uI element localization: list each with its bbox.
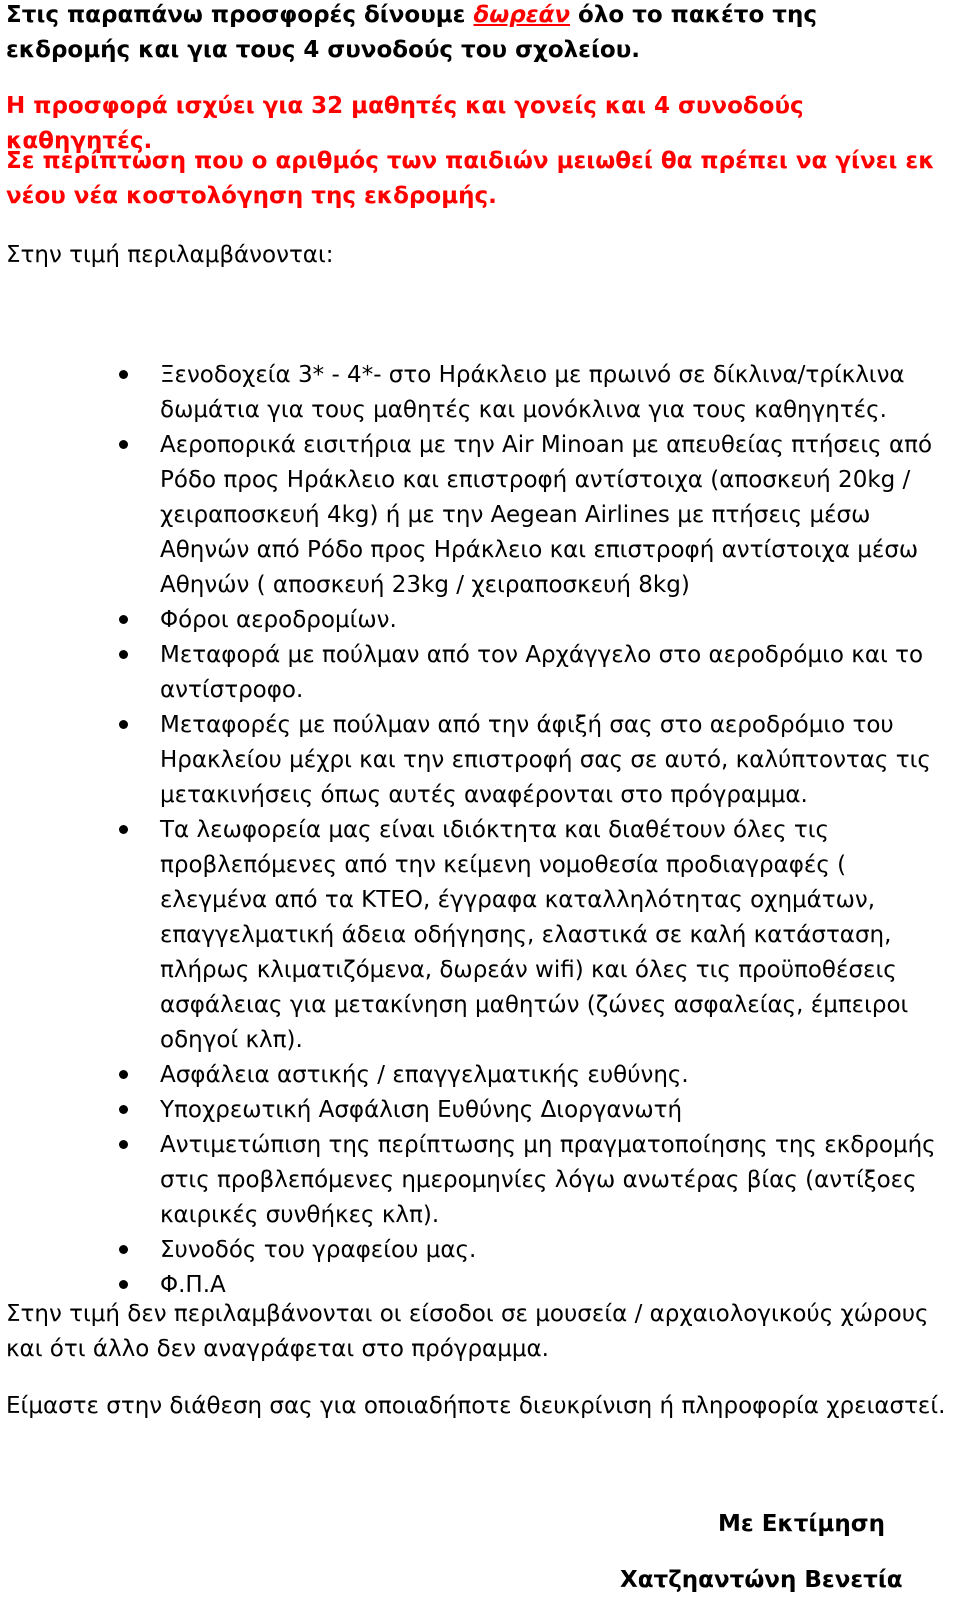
intro-text-end: όλο το πακέτο της εκδρομής και για τους 4 συνοδούς του σχολείου. — [6, 2, 826, 63]
free-highlight: δωρεάν — [473, 2, 571, 28]
list-item-text: Φόροι αεροδρομίων. — [160, 607, 397, 633]
bullet-icon — [119, 825, 128, 834]
list-item — [0, 1093, 960, 1128]
list-item — [0, 1128, 960, 1233]
signature-name: Χατζηαντώνη Βενετία — [620, 1567, 903, 1593]
list-item — [0, 813, 960, 1058]
bullet-icon — [119, 1245, 128, 1254]
cost-note-text: Σε περίπτωση που ο αριθμός των παιδιών μειωθεί θα πρέπει να γίνει εκ νέου νέα κοστολόγηση της εκδρομής. — [6, 148, 943, 209]
list-item-text: Ασφάλεια αστικής / επαγγελματικής ευθύνης. — [160, 1062, 689, 1088]
bullet-icon — [119, 370, 128, 379]
list-item-text: Συνοδός του γραφείου μας. — [160, 1237, 477, 1263]
list-item — [0, 708, 960, 813]
availability-text: Είμαστε στην διάθεση σας για οποιαδήποτε διευκρίνιση ή πληροφορία χρειαστεί. — [6, 1393, 946, 1419]
bullet-icon — [119, 1105, 128, 1114]
list-item — [0, 603, 960, 638]
included-list — [0, 358, 960, 1303]
intro-paragraph — [6, 0, 946, 68]
list-item-text: Φ.Π.Α — [160, 1272, 226, 1298]
list-item-text: Ξενοδοχεία 3* - 4*- στο Ηράκλειο με πρωινό σε δίκλινα/τρίκλινα δωμάτια για τους μαθητές και μονόκλινα για τους καθηγητές. — [160, 362, 905, 423]
bullet-icon — [119, 615, 128, 624]
list-item-text: Υποχρεωτική Ασφάλιση Ευθύνης Διοργανωτή — [160, 1097, 683, 1123]
list-item-text: Μεταφορές με πούλμαν από την άφιξή σας στο αεροδρόμιο του Ηρακλείου μέχρι και την επιστροφή σας σε αυτό, καλύπτοντας τις μετακινήσεις όπως αυτές αναφέρονται στο πρόγραμμα. — [160, 712, 931, 808]
list-item — [0, 638, 960, 708]
list-item-text: Μεταφορά με πούλμαν από τον Αρχάγγελο στο αεροδρόμιο και το αντίστροφο. — [160, 642, 924, 703]
list-item-text: Αντιμετώπιση της περίπτωσης μη πραγματοποίησης της εκδρομής στις προβλεπόμενες ημερομηνίες λόγω ανωτέρας βίας (αντίξοες καιρικές συνθήκες κλπ). — [160, 1132, 936, 1228]
list-item-text: Αεροπορικά εισιτήρια με την Air Minoan με απευθείας πτήσεις από Ρόδο προς Ηράκλειο και επιστροφή αντίστοιχα (αποσκευή 20kg / χειραποσκευή 4kg) ή με την Aegean Airlines με πτήσεις μέσω Αθηνών από Ρόδο προς Ηράκλειο και επιστροφή αντίστοιχα μέσω Αθηνών ( αποσκευή 23kg / χειραποσκευή 8kg) — [160, 432, 933, 598]
closing-text: Με Εκτίμηση — [718, 1511, 885, 1537]
list-item — [0, 428, 960, 603]
intro-text-start: Στις παραπάνω προσφορές δίνουμε — [6, 2, 474, 28]
list-item — [0, 1233, 960, 1268]
bullet-icon — [119, 720, 128, 729]
not-included-text: Στην τιμή δεν περιλαμβάνονται οι είσοδοι σε μουσεία / αρχαιολογικούς χώρους και ότι άλλο δεν αναγράφεται στο πρόγραμμα. — [6, 1301, 936, 1362]
bullet-icon — [119, 650, 128, 659]
included-heading: Στην τιμή περιλαμβάνονται: — [6, 242, 334, 268]
list-item-text: Τα λεωφορεία μας είναι ιδιόκτητα και διαθέτουν όλες τις προβλεπόμενες από την κείμενη νομοθεσία προδιαγραφές ( ελεγμένα από τα ΚΤΕΟ, έγγραφα καταλληλότητας οχημάτων, επαγγελματική άδεια οδήγησης, ελαστικά σε καλή κατάσταση, πλήρως κλιματιζόμενα, δωρεάν wifi) και όλες τις προϋποθέσεις ασφάλειας για μετακίνηση μαθητών (ζώνες ασφαλείας, έμπειροι οδηγοί κλπ). — [160, 817, 909, 1053]
bullet-icon — [119, 440, 128, 449]
list-item — [0, 1058, 960, 1093]
list-item — [0, 358, 960, 428]
bullet-icon — [119, 1070, 128, 1079]
bullet-icon — [119, 1280, 128, 1289]
offer-validity-text: Η προσφορά ισχύει για 32 μαθητές και γονείς και 4 συνοδούς καθηγητές. — [6, 93, 812, 154]
bullet-icon — [119, 1140, 128, 1149]
